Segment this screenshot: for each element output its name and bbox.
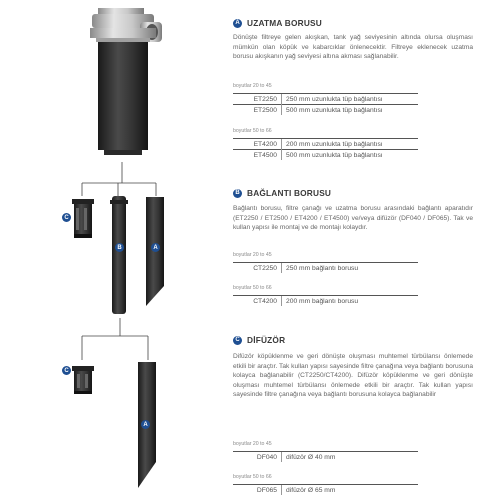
product-code: ET2500 xyxy=(253,106,277,114)
connector-lines-c xyxy=(82,318,148,360)
column-divider xyxy=(281,94,282,115)
connection-pipe-image xyxy=(110,196,128,314)
column-divider xyxy=(281,296,282,306)
product-code: DF040 xyxy=(256,453,277,461)
product-desc: difüzör Ø 65 mm xyxy=(286,486,336,494)
section-c-description: Difüzör köpüklenme ve geri dönüşte oluşması muhtemel türbülansı önlemede etkili bir araçtır. Tak kullan yapısı sayesinde filtre çanağına veya bağlantı borusuna kolayca bağlanabilir (CT2250/CT4200). Difüzör köpüklenme ve geri dönüşte oluşması muhtemel türbülansı önlemede etkili bir araçtır. Tak kullan yapısı sayesinde filtre çanağına veya bağlantı borusuna kolayca bağlanabilir xyxy=(233,353,473,399)
diagram-badge-c-top: C xyxy=(62,213,71,222)
product-desc: 500 mm uzunlukta tüp bağlantısı xyxy=(286,151,383,159)
product-code: ET2250 xyxy=(253,95,277,103)
section-b-badge: B xyxy=(233,189,242,198)
product-code: DF065 xyxy=(256,486,277,494)
section-b-header xyxy=(233,188,331,198)
connector-lines-b xyxy=(82,162,156,196)
section-a-size-label-2: boyutlar 50 to 66 xyxy=(233,128,272,134)
diagram-badge-a-bottom: A xyxy=(141,420,150,429)
section-a-size-label-1: boyutlar 20 to 45 xyxy=(233,83,272,89)
product-desc: 500 mm uzunlukta tüp bağlantısı xyxy=(286,106,383,114)
section-c-size-label-1: boyutlar 20 to 45 xyxy=(233,441,272,447)
filter-housing-image xyxy=(90,8,162,155)
section-b-size-label-2: boyutlar 50 to 66 xyxy=(233,285,272,291)
section-c-size-label-2: boyutlar 50 to 66 xyxy=(233,474,272,480)
section-c-badge: C xyxy=(233,336,242,345)
product-code: CT2250 xyxy=(253,264,277,272)
diagram-badge-a-top: A xyxy=(151,243,160,252)
column-divider xyxy=(281,139,282,160)
product-desc: difüzör Ø 40 mm xyxy=(286,453,336,461)
product-desc: 200 mm bağlantı borusu xyxy=(286,297,359,305)
product-desc: 200 mm uzunlukta tüp bağlantısı xyxy=(286,140,383,148)
column-divider xyxy=(281,452,282,462)
table-row xyxy=(233,139,418,149)
table-row xyxy=(233,150,418,160)
table-row xyxy=(233,263,418,273)
table-row xyxy=(233,94,418,104)
product-code: ET4500 xyxy=(253,151,277,159)
diffuser-lower-image xyxy=(72,366,94,394)
section-b-title: BAĞLANTI BORUSU xyxy=(247,188,332,198)
section-b-size-label-1: boyutlar 20 to 45 xyxy=(233,252,272,258)
table-row xyxy=(233,485,418,495)
product-code: CT4200 xyxy=(253,297,277,305)
diagram-badge-b-top: B xyxy=(115,243,124,252)
section-a-header xyxy=(233,18,322,28)
section-c-title: DİFÜZÖR xyxy=(247,335,286,345)
product-code: ET4200 xyxy=(253,140,277,148)
section-a-title: UZATMA BORUSU xyxy=(247,18,322,28)
table-row xyxy=(233,296,418,306)
product-desc: 250 mm bağlantı borusu xyxy=(286,264,359,272)
diffuser-image xyxy=(72,199,94,238)
section-c-header xyxy=(233,335,285,345)
section-a-description: Dönüşte filtreye gelen akışkan, tank yağ seviyesinin altında olursa oluşması mümkün olan köpük ve kabarcıklar önlenecektir. Filtreye eklenecek uzatma borusu akışkanın yağ seviyesi altına akması sağlanabilir. xyxy=(233,34,473,61)
column-divider xyxy=(281,485,282,495)
section-b-description: Bağlantı borusu, filtre çanağı ve uzatma borusu arasındaki bağlantı aparatıdır (ET2250 / ET2500 / ET4200 / ET4500) ve/veya difüzör (DF040 / DF065). Tak ve kullan yapısı ile montaj ve de montajı kolaydır. xyxy=(233,205,473,232)
table-row xyxy=(233,452,418,462)
column-divider xyxy=(281,263,282,273)
product-desc: 250 mm uzunlukta tüp bağlantısı xyxy=(286,95,383,103)
section-a-badge: A xyxy=(233,19,242,28)
diagram-badge-c-bottom: C xyxy=(62,366,71,375)
table-row xyxy=(233,105,418,115)
